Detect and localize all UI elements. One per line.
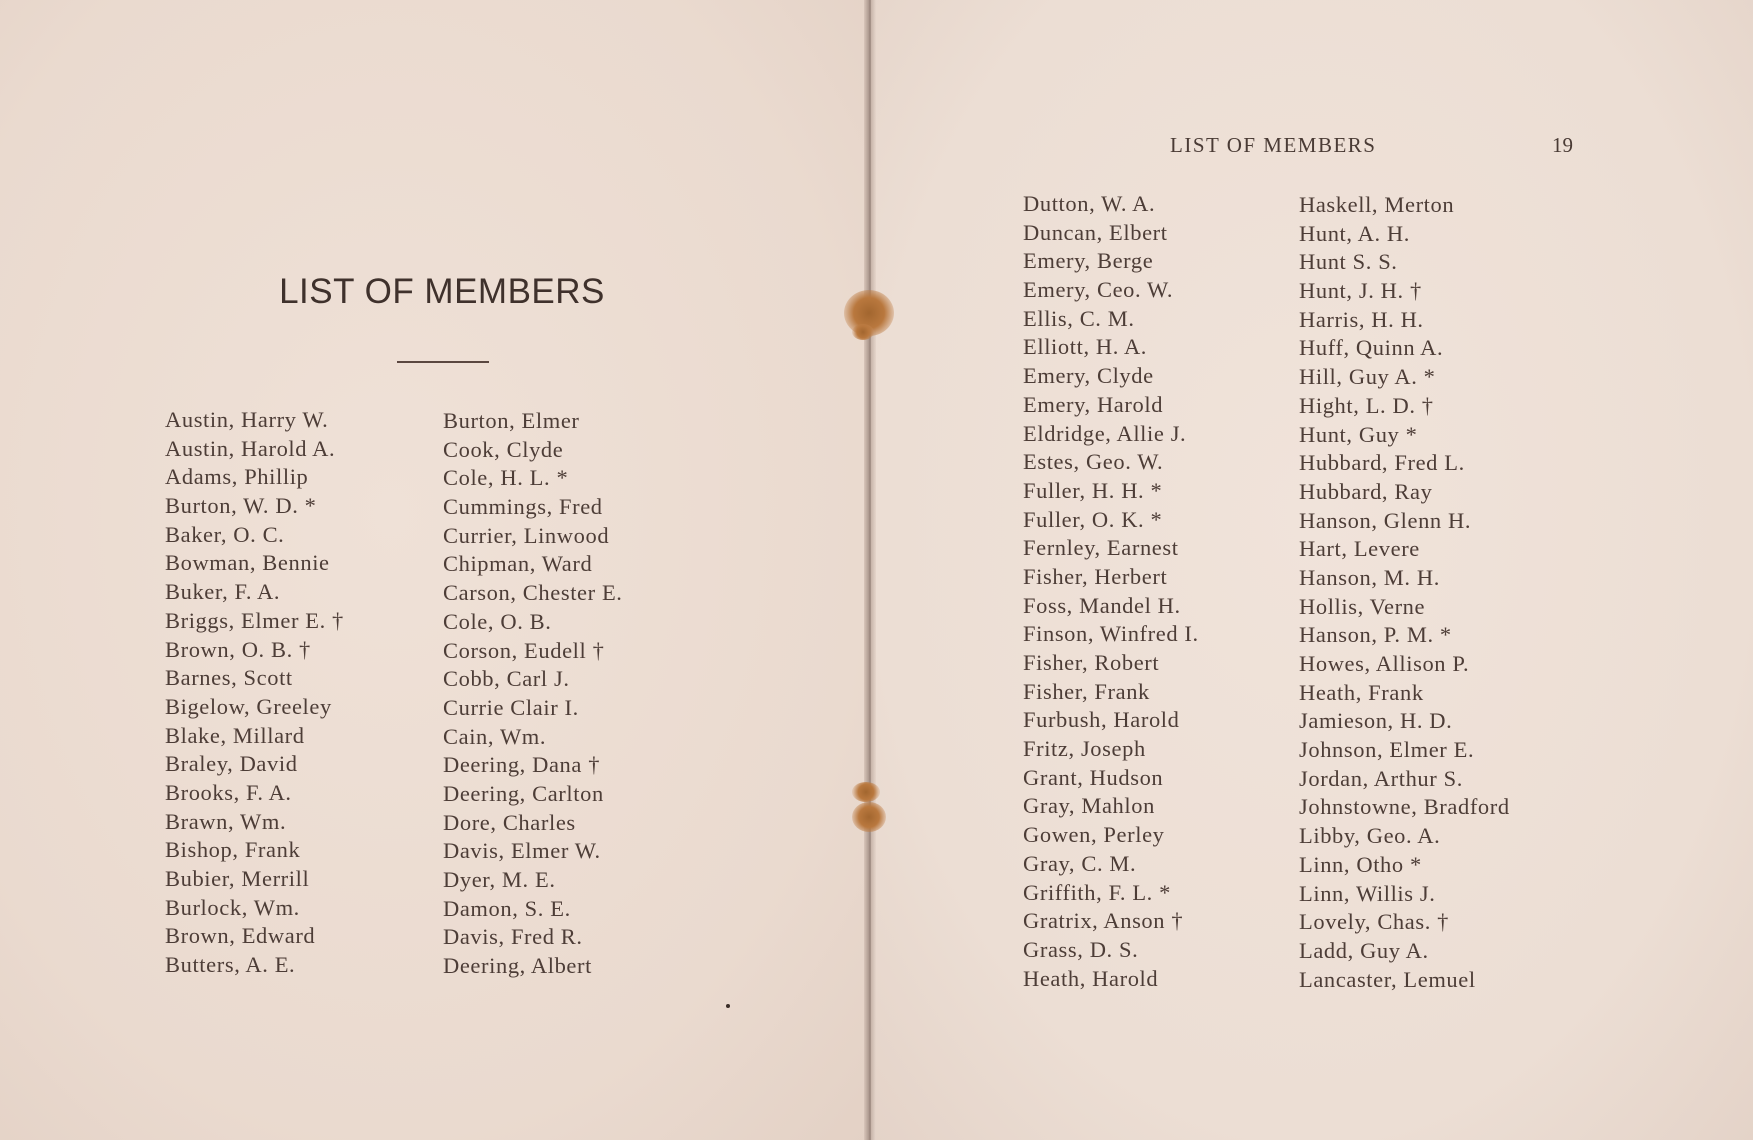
book-spine xyxy=(864,0,876,1140)
member-name: Gray, Mahlon xyxy=(1023,793,1155,819)
page-number: 19 xyxy=(1552,133,1573,157)
member-name: Fuller, H. H. * xyxy=(1023,477,1163,503)
member-name: Hunt S. S. xyxy=(1299,249,1398,275)
member-name: Barnes, Scott xyxy=(165,665,293,691)
stain-lower-2 xyxy=(852,802,886,832)
member-name: Emery, Clyde xyxy=(1023,363,1154,389)
member-name: Blake, Millard xyxy=(165,722,305,748)
member-name: Hunt, A. H. xyxy=(1299,220,1410,246)
member-name: Gray, C. M. xyxy=(1023,850,1137,876)
member-column-3 xyxy=(1023,190,1199,993)
member-name: Dyer, M. E. xyxy=(443,867,556,892)
member-name: Hanson, Glenn H. xyxy=(1299,507,1472,533)
member-name: Heath, Frank xyxy=(1299,679,1424,705)
member-name: Hubbard, Fred L. xyxy=(1299,450,1465,476)
member-name: Dutton, W. A. xyxy=(1023,191,1156,216)
member-name: Lancaster, Lemuel xyxy=(1299,966,1476,992)
stain-upper-drip xyxy=(852,324,874,340)
member-name: Hunt, J. H. † xyxy=(1299,278,1422,304)
member-name: Johnson, Elmer E. xyxy=(1299,737,1475,763)
member-name: Austin, Harold A. xyxy=(165,435,336,461)
right-page xyxy=(870,0,1753,1140)
member-name: Emery, Ceo. W. xyxy=(1023,277,1174,303)
member-name: Bishop, Frank xyxy=(165,837,301,863)
member-name: Jamieson, H. D. xyxy=(1299,708,1453,734)
left-page xyxy=(0,0,870,1140)
member-name: Cole, O. B. xyxy=(443,608,552,634)
member-name: Heath, Harold xyxy=(1023,965,1159,991)
member-name: Howes, Allison P. xyxy=(1299,651,1470,676)
member-name: Grass, D. S. xyxy=(1023,936,1139,962)
member-column-4 xyxy=(1299,191,1510,994)
member-name: Johnstowne, Bradford xyxy=(1299,794,1510,820)
ink-speck xyxy=(726,1004,730,1008)
member-name: Braley, David xyxy=(165,751,298,777)
member-name: Cole, H. L. * xyxy=(443,465,569,491)
member-name: Damon, S. E. xyxy=(443,895,571,921)
member-name: Fisher, Robert xyxy=(1023,650,1160,675)
member-name: Brown, Edward xyxy=(165,923,316,949)
member-name: Deering, Dana † xyxy=(443,752,601,778)
member-name: Carson, Chester E. xyxy=(443,580,623,606)
member-name: Eldridge, Allie J. xyxy=(1023,420,1187,446)
member-name: Hight, L. D. † xyxy=(1299,392,1434,418)
member-name: Burlock, Wm. xyxy=(165,894,300,920)
member-name: Hart, Levere xyxy=(1299,536,1420,562)
member-name: Duncan, Elbert xyxy=(1023,219,1168,245)
member-name: Emery, Berge xyxy=(1023,248,1154,274)
member-column-2 xyxy=(443,407,623,981)
member-name: Bowman, Bennie xyxy=(165,550,330,576)
member-name: Linn, Otho * xyxy=(1299,851,1422,877)
member-name: Butters, A. E. xyxy=(165,952,296,978)
page-title: LIST OF MEMBERS xyxy=(279,272,605,311)
member-name: Fritz, Joseph xyxy=(1023,736,1146,762)
member-name: Emery, Harold xyxy=(1023,391,1164,417)
member-name: Finson, Winfred I. xyxy=(1023,621,1199,647)
member-name: Hollis, Verne xyxy=(1299,593,1426,619)
member-name: Chipman, Ward xyxy=(443,551,593,577)
member-name: Linn, Willis J. xyxy=(1299,880,1436,906)
member-name: Fisher, Herbert xyxy=(1023,563,1168,589)
member-name: Libby, Geo. A. xyxy=(1299,823,1441,849)
member-name: Furbush, Harold xyxy=(1023,707,1180,733)
member-name: Cummings, Fred xyxy=(443,494,603,520)
member-name: Cobb, Carl J. xyxy=(443,666,570,692)
member-name: Elliott, H. A. xyxy=(1023,334,1148,360)
member-name: Cook, Clyde xyxy=(443,436,564,462)
member-name: Davis, Fred R. xyxy=(443,924,583,950)
member-name: Foss, Mandel H. xyxy=(1023,592,1181,618)
member-name: Hunt, Guy * xyxy=(1299,421,1418,447)
member-name: Lovely, Chas. † xyxy=(1299,909,1450,935)
member-name: Burton, W. D. * xyxy=(165,493,317,519)
member-name: Buker, F. A. xyxy=(165,579,281,605)
member-name: Bigelow, Greeley xyxy=(165,693,332,719)
member-name: Harris, H. H. xyxy=(1299,306,1424,332)
member-name: Fisher, Frank xyxy=(1023,678,1150,704)
member-name: Cain, Wm. xyxy=(443,723,547,749)
member-name: Hanson, M. H. xyxy=(1299,564,1440,590)
member-name: Ellis, C. M. xyxy=(1023,305,1135,331)
member-name: Estes, Geo. W. xyxy=(1023,449,1164,475)
member-name: Austin, Harry W. xyxy=(165,407,329,432)
member-name: Huff, Quinn A. xyxy=(1299,335,1444,361)
member-name: Hill, Guy A. * xyxy=(1299,364,1436,390)
member-name: Brooks, F. A. xyxy=(165,779,292,805)
member-name: Hubbard, Ray xyxy=(1299,478,1433,504)
member-name: Ladd, Guy A. xyxy=(1299,937,1429,963)
member-name: Brawn, Wm. xyxy=(165,808,287,834)
member-name: Briggs, Elmer E. † xyxy=(165,607,344,633)
member-name: Adams, Phillip xyxy=(165,464,309,490)
member-name: Corson, Eudell † xyxy=(443,637,605,663)
member-name: Gowen, Perley xyxy=(1023,822,1165,848)
member-name: Fuller, O. K. * xyxy=(1023,506,1163,532)
member-name: Bubier, Merrill xyxy=(165,866,310,891)
member-name: Deering, Carlton xyxy=(443,780,604,806)
title-divider xyxy=(397,361,489,363)
member-name: Haskell, Merton xyxy=(1299,192,1455,217)
running-head: LIST OF MEMBERS xyxy=(1170,133,1377,157)
member-name: Currier, Linwood xyxy=(443,522,610,548)
member-name: Grant, Hudson xyxy=(1023,764,1164,790)
member-name: Burton, Elmer xyxy=(443,408,580,433)
member-name: Hanson, P. M. * xyxy=(1299,622,1452,648)
member-name: Brown, O. B. † xyxy=(165,636,311,662)
member-name: Fernley, Earnest xyxy=(1023,535,1179,561)
member-name: Baker, O. C. xyxy=(165,521,285,547)
member-name: Davis, Elmer W. xyxy=(443,838,601,864)
member-name: Dore, Charles xyxy=(443,809,576,835)
member-name: Deering, Albert xyxy=(443,953,592,979)
member-name: Gratrix, Anson † xyxy=(1023,908,1184,934)
member-name: Griffith, F. L. * xyxy=(1023,879,1171,905)
stain-lower xyxy=(852,782,880,802)
member-name: Currie Clair I. xyxy=(443,694,579,720)
member-name: Jordan, Arthur S. xyxy=(1299,765,1463,791)
member-column-1 xyxy=(165,406,344,980)
